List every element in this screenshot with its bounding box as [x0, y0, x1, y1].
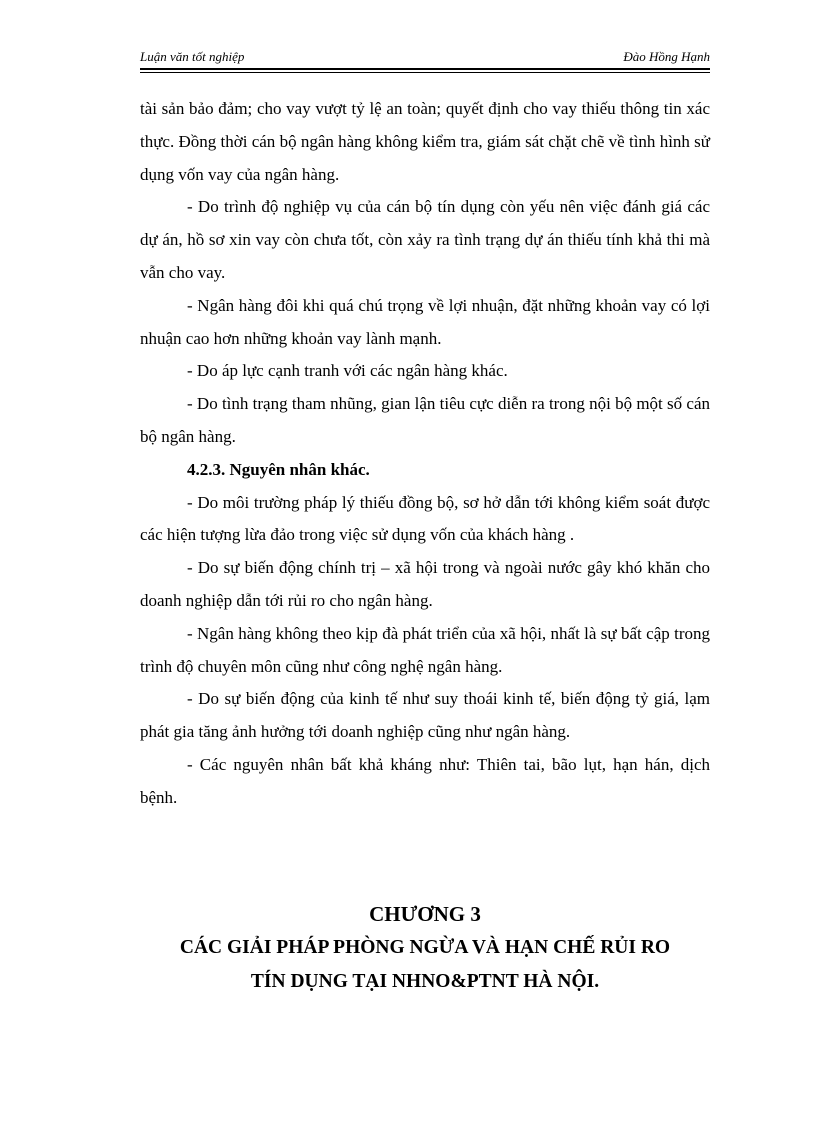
paragraph: - Các nguyên nhân bất khả kháng như: Thiên tai, bão lụt, hạn hán, dịch bệnh.	[140, 754, 710, 807]
paragraph: - Ngân hàng không theo kịp đà phát triển của xã hội, nhất là sự bất cập trong trình độ chuyên môn cũng như công nghệ ngân hàng.	[140, 623, 710, 676]
header-rule-thin	[140, 72, 710, 73]
paragraph: - Do sự biến động chính trị – xã hội trong và ngoài nước gây khó khăn cho doanh nghiệp dẫn tới rủi ro cho ngân hàng.	[140, 558, 710, 610]
chapter-title-line-1: CÁC GIẢI PHÁP PHÒNG NGỪA VÀ HẠN CHẾ RỦI RO	[179, 937, 671, 958]
page-header	[140, 48, 710, 68]
paragraph: - Do trình độ nghiệp vụ của cán bộ tín dụng còn yếu nên việc đánh giá các dự án, hồ sơ xin vay còn chưa tốt, còn xảy ra tình trạng dự án thiếu tính khả thi mà vẫn cho vay.	[140, 197, 710, 282]
header-author-name: Đào Hồng Hạnh	[623, 49, 710, 64]
paragraph: - Ngân hàng đôi khi quá chú trọng về lợi nhuận, đặt những khoản vay có lợi nhuận cao hơn những khoản vay lành mạnh.	[140, 295, 710, 348]
header-rule	[140, 68, 710, 70]
chapter-number: CHƯƠNG 3	[369, 902, 481, 926]
header-thesis-label: Luận văn tốt nghiệp	[140, 49, 245, 64]
paragraph: - Do áp lực cạnh tranh với các ngân hàng khác.	[187, 361, 508, 381]
section-heading: 4.2.3. Nguyên nhân khác.	[187, 459, 370, 479]
chapter-title-line-2: TÍN DỤNG TẠI NHNO&PTNT HÀ NỘI.	[250, 971, 600, 992]
paragraph: - Do môi trường pháp lý thiếu đồng bộ, sơ hở dẫn tới không kiểm soát được các hiện tượng lừa đảo trong việc sử dụng vốn của khách hàng .	[140, 492, 710, 545]
document-body	[140, 93, 710, 815]
paragraph: - Do sự biến động của kinh tế như suy thoái kinh tế, biến động tỷ giá, lạm phát gia tăng ảnh hưởng tới doanh nghiệp cũng như ngân hàng.	[140, 689, 710, 742]
paragraph: tài sản bảo đảm; cho vay vượt tỷ lệ an toàn; quyết định cho vay thiếu thông tin xác thực. Đồng thời cán bộ ngân hàng không kiểm tra, giám sát chặt chẽ về tình hình sử dụng vốn vay của ngân hàng.	[140, 99, 710, 184]
chapter-heading	[140, 897, 710, 999]
paragraph: - Do tình trạng tham nhũng, gian lận tiêu cực diễn ra trong nội bộ một số cán bộ ngân hàng.	[140, 394, 710, 446]
